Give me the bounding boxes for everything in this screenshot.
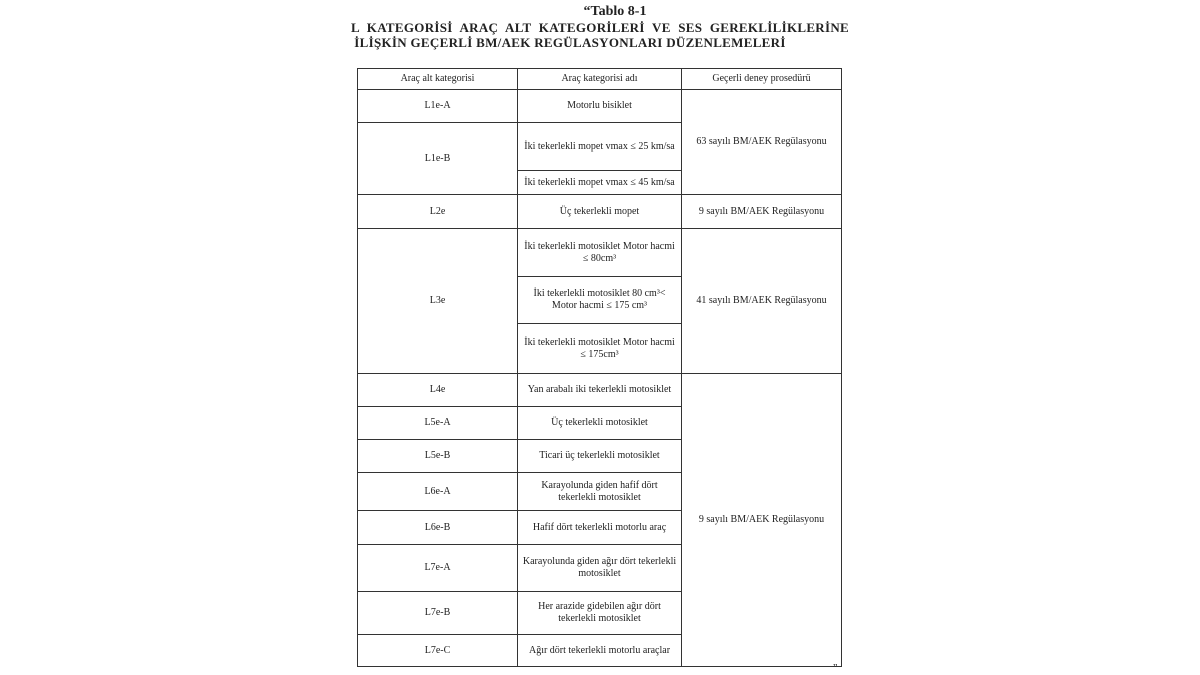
- category-name-cell: Karayolunda giden hafif dört tekerlekli motosiklet: [518, 473, 682, 511]
- subcategory-cell: L4e: [358, 374, 518, 407]
- category-name-cell: Her arazide gidebilen ağır dört tekerlekli motosiklet: [518, 592, 682, 635]
- category-name-cell: Motorlu bisiklet: [518, 90, 682, 123]
- test-procedure-cell: 9 sayılı BM/AEK Regülasyonu: [682, 374, 842, 667]
- subcategory-cell: L5e-B: [358, 440, 518, 473]
- table-row: [358, 195, 842, 229]
- title-line-1: L KATEGORİSİ ARAÇ ALT KATEGORİLERİ VE SES GEREKLİLİKLERİNE: [350, 20, 850, 35]
- table-row: [358, 90, 842, 123]
- subcategory-cell: L5e-A: [358, 407, 518, 440]
- header-category-name: Araç kategorisi adı: [518, 69, 682, 90]
- table-header-row: [358, 69, 842, 90]
- subcategory-cell: L7e-C: [358, 635, 518, 667]
- subcategory-cell: L7e-A: [358, 545, 518, 592]
- category-name-cell: İki tekerlekli motosiklet Motor hacmi ≤ 80cm³: [518, 229, 682, 277]
- regulation-table: [357, 68, 842, 667]
- category-name-cell: İki tekerlekli motosiklet 80 cm³< Motor hacmi ≤ 175 cm³: [518, 277, 682, 324]
- subcategory-cell: L3e: [358, 229, 518, 374]
- test-procedure-cell: 9 sayılı BM/AEK Regülasyonu: [682, 195, 842, 229]
- title-line-2: İLİŞKİN GEÇERLİ BM/AEK REGÜLASYONLARI DÜZENLEMELERİ: [354, 35, 786, 50]
- category-name-cell: İki tekerlekli mopet vmax ≤ 25 km/sa: [518, 123, 682, 171]
- subcategory-cell: L1e-A: [358, 90, 518, 123]
- category-name-cell: Üç tekerlekli motosiklet: [518, 407, 682, 440]
- header-subcategory: Araç alt kategorisi: [358, 69, 518, 90]
- test-procedure-cell: 63 sayılı BM/AEK Regülasyonu: [682, 90, 842, 195]
- category-name-cell: Yan arabalı iki tekerlekli motosiklet: [518, 374, 682, 407]
- subcategory-cell: L7e-B: [358, 592, 518, 635]
- table-row: [358, 229, 842, 277]
- closing-quote-mark: ”: [833, 663, 838, 674]
- table-row: [358, 374, 842, 407]
- test-procedure-cell: 41 sayılı BM/AEK Regülasyonu: [682, 229, 842, 374]
- header-test-procedure: Geçerli deney prosedürü: [682, 69, 842, 90]
- category-name-cell: Üç tekerlekli mopet: [518, 195, 682, 229]
- subcategory-cell: L6e-A: [358, 473, 518, 511]
- document-header: [300, 4, 900, 50]
- category-name-cell: İki tekerlekli motosiklet Motor hacmi ≤ 175cm³: [518, 324, 682, 374]
- category-name-cell: Karayolunda giden ağır dört tekerlekli motosiklet: [518, 545, 682, 592]
- subcategory-cell: L1e-B: [358, 123, 518, 195]
- category-name-cell: İki tekerlekli mopet vmax ≤ 45 km/sa: [518, 171, 682, 195]
- category-name-cell: Ağır dört tekerlekli motorlu araçlar: [518, 635, 682, 667]
- subcategory-cell: L6e-B: [358, 511, 518, 545]
- subcategory-cell: L2e: [358, 195, 518, 229]
- table-label: “Tablo 8-1: [583, 4, 647, 19]
- category-name-cell: Ticari üç tekerlekli motosiklet: [518, 440, 682, 473]
- category-name-cell: Hafif dört tekerlekli motorlu araç: [518, 511, 682, 545]
